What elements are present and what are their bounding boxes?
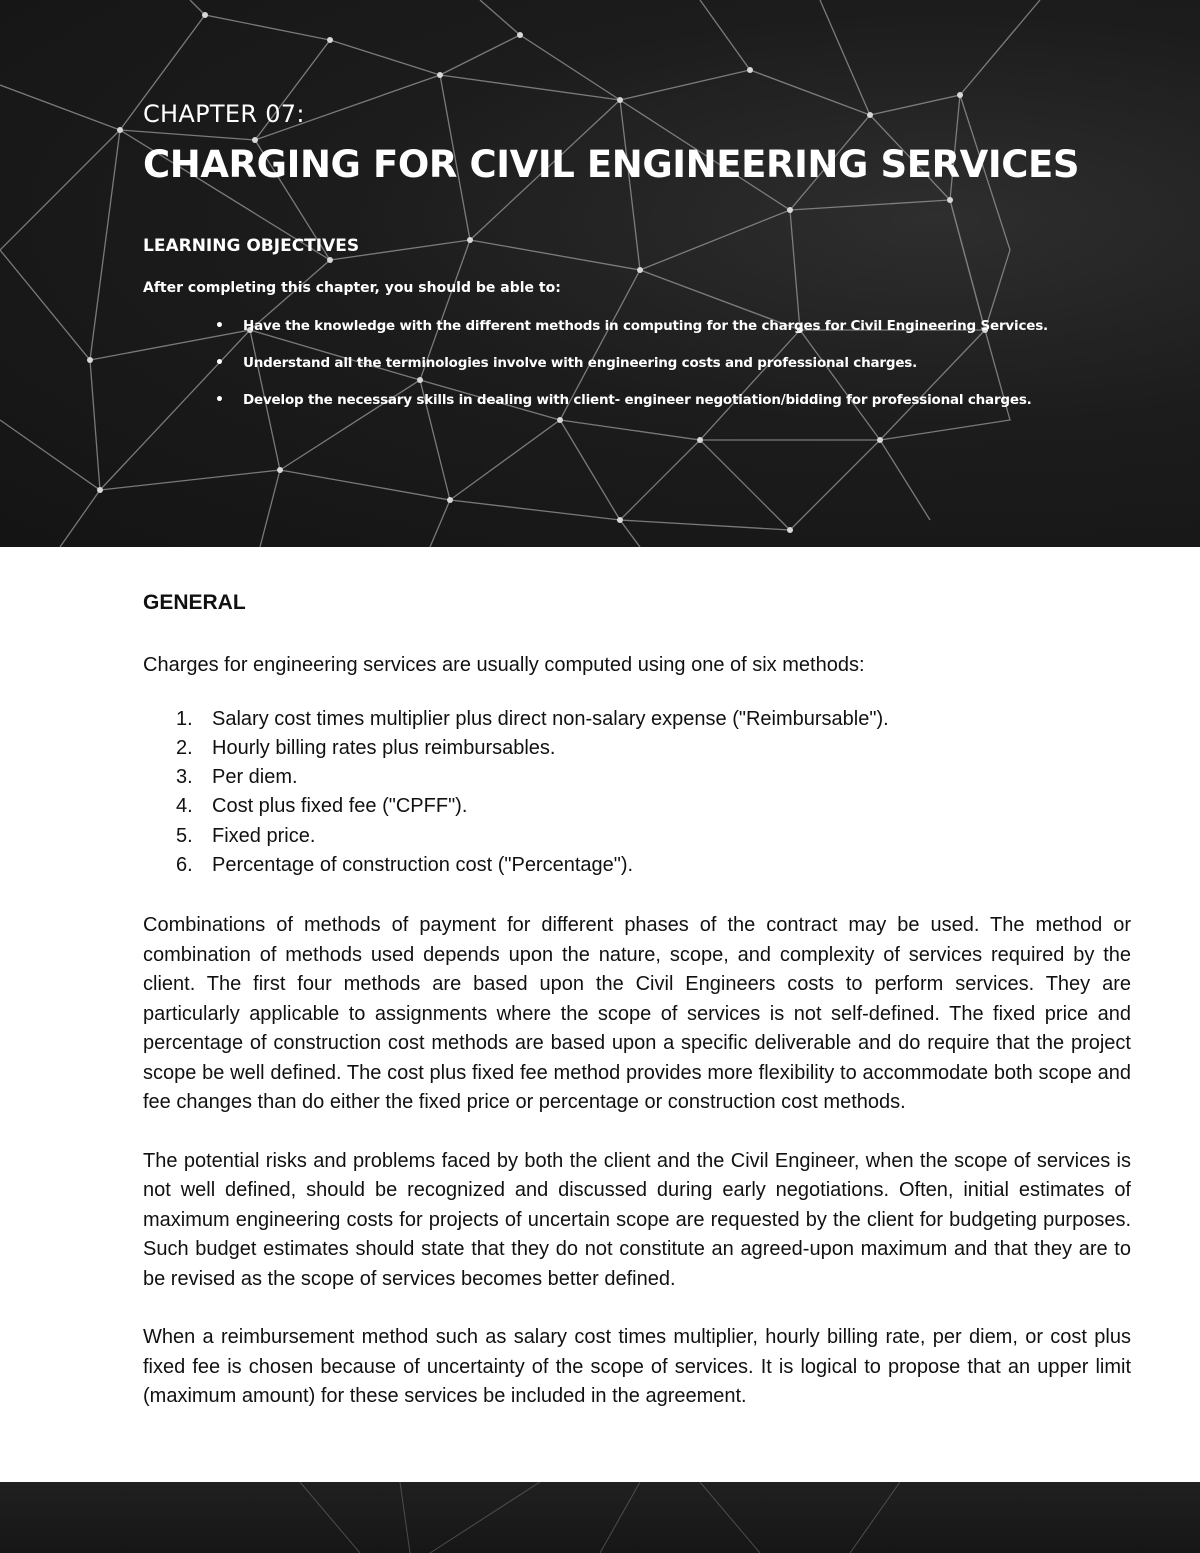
body-paragraph: When a reimbursement method such as salary cost times multiplier, hourly billing rate, per diem, or cost plus fixed fee is chosen because of uncertainty of the scope of services. It is logical to propose that an upper limit (maximum amount) for these services be included in the agreement. — [143, 1326, 1131, 1408]
method-text: Hourly billing rates plus reimbursables. — [212, 736, 556, 759]
methods-list — [143, 705, 1131, 881]
method-number: 1. — [176, 707, 193, 730]
chapter-header-banner — [0, 0, 1200, 547]
objective-text: Have the knowledge with the different methods in computing for the charges for Civil Engineering Services. — [243, 318, 1048, 334]
method-text: Per diem. — [212, 766, 298, 789]
network-mesh-background — [0, 0, 1200, 547]
method-item — [143, 734, 1131, 763]
body-paragraph: The potential risks and problems faced by both the client and the Civil Engineer, when the scope of services is not well defined, should be recognized and discussed during early negotiations. Often, initial estimates of maximum engineering costs for projects of uncertain scope are requested by the client for budgeting purposes. Such budget estimates should state that they do not constitute an agreed-upon maximum and that they are to be revised as the scope of services becomes better defined. — [143, 1149, 1131, 1290]
body-paragraph: Combinations of methods of payment for different phases of the contract may be used. The method or combination of methods used depends upon the nature, scope, and complexity of services required by the client. The first four methods are based upon the Civil Engineers costs to perform services. They are particularly applicable to assignments where the scope of services is not self-defined. The fixed price and percentage of construction cost methods are based upon a specific deliverable and do require that the project scope be well defined. The cost plus fixed fee method provides more flexibility to accommodate both scope and fee changes than do either the fixed price or percentage or construction cost methods. — [143, 914, 1131, 1114]
objective-item — [215, 351, 1048, 388]
learning-objectives-intro: After completing this chapter, you should be able to: — [143, 280, 561, 296]
method-number: 5. — [176, 824, 193, 847]
method-number: 4. — [176, 795, 193, 818]
method-item — [143, 851, 1131, 880]
method-item — [143, 763, 1131, 792]
method-text: Percentage of construction cost ("Percentage"). — [212, 853, 634, 876]
general-section — [143, 590, 1131, 1412]
chapter-label: CHAPTER 07: — [143, 100, 305, 128]
bullet-icon: • — [215, 355, 224, 371]
objective-text: Develop the necessary skills in dealing with client- engineer negotiation/bidding for professional charges. — [243, 392, 1032, 408]
chapter-title: CHARGING FOR CIVIL ENGINEERING SERVICES — [143, 143, 1080, 186]
method-text: Salary cost times multiplier plus direct non-salary expense ("Reimbursable"). — [212, 707, 889, 730]
footer-mesh-background — [0, 1482, 1200, 1553]
method-text: Fixed price. — [212, 824, 316, 847]
learning-objectives-list — [215, 314, 1048, 425]
objective-item — [215, 314, 1048, 351]
method-item — [143, 705, 1131, 734]
objective-text: Understand all the terminologies involve with engineering costs and professional charges. — [243, 355, 918, 371]
bullet-icon: • — [215, 392, 224, 408]
method-item — [143, 822, 1131, 851]
section-heading: GENERAL — [143, 591, 246, 614]
method-number: 3. — [176, 766, 193, 789]
method-item — [143, 792, 1131, 821]
footer-banner — [0, 1482, 1200, 1553]
bullet-icon: • — [215, 318, 224, 334]
method-text: Cost plus fixed fee ("CPFF"). — [212, 795, 468, 818]
objective-item — [215, 388, 1048, 425]
method-number: 6. — [176, 853, 193, 876]
method-number: 2. — [176, 736, 193, 759]
section-intro: Charges for engineering services are usually computed using one of six methods: — [143, 654, 865, 676]
learning-objectives-heading: LEARNING OBJECTIVES — [143, 236, 360, 256]
